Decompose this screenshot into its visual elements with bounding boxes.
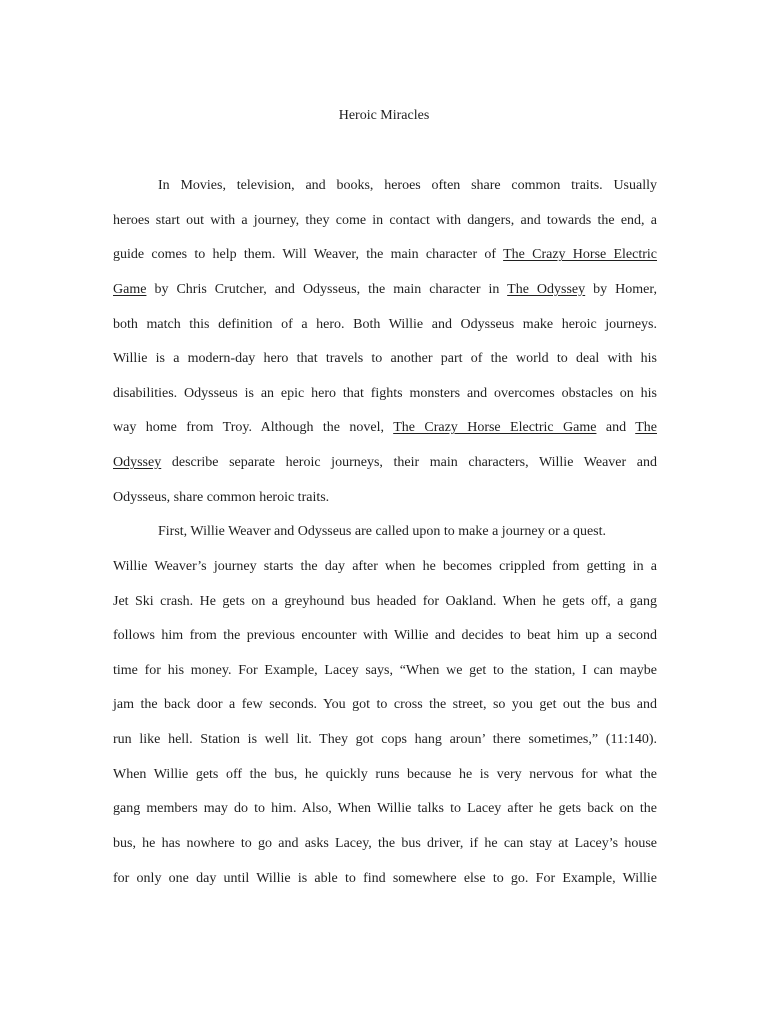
text-segment: and (596, 420, 636, 436)
paragraph-2-line-11: for only one day until Willie is able to find somewhere else to go. For Example, Willie (113, 870, 657, 886)
paragraph-2-line-1: First, Willie Weaver and Odysseus are called upon to make a journey or a quest. (158, 524, 606, 540)
paragraph-2-line-4: follows him from the previous encounter with Willie and decides to beat him up a second (113, 628, 657, 644)
paragraph-1-line-3 (113, 243, 657, 278)
book-title-crazy-horse-2: The Crazy Horse Electric Game (393, 420, 597, 436)
book-title-odyssey-2-cont: Odyssey (113, 455, 162, 470)
book-title-crazy-horse-cont: Game (113, 281, 147, 297)
paragraph-1-line-8 (113, 416, 657, 451)
paragraph-2-line-10: bus, he has nowhere to go and asks Lacey, the bus driver, if he can stay at Lacey’s house (113, 835, 657, 851)
text-segment: describe separate heroic journeys, their main characters, Willie Weaver and (161, 455, 657, 470)
book-title-crazy-horse: The Crazy Horse Electric (503, 247, 658, 263)
text-segment: by Homer, (585, 281, 657, 297)
paragraph-1-line-9 (113, 451, 657, 486)
paragraph-1-line-10: Odysseus, share common heroic traits. (113, 489, 330, 505)
paragraph-1-line-2: heroes start out with a journey, they come in contact with dangers, and towards the end, a (113, 212, 657, 228)
paragraph-2-line-2: Willie Weaver’s journey starts the day after when he becomes crippled from getting in a (113, 558, 657, 574)
document-title: Heroic Miracles (338, 108, 430, 123)
book-title-odyssey-2: The (635, 420, 657, 436)
text-segment: by Chris Crutcher, and Odysseus, the main character in (146, 281, 508, 297)
text-segment: way home from Troy. Although the novel, (113, 420, 394, 436)
paragraph-2-line-6: jam the back door a few seconds. You got to cross the street, so you get out the bus and (113, 697, 657, 713)
paragraph-1-line-5: both match this definition of a hero. Both Willie and Odysseus make heroic journeys. (113, 316, 657, 332)
paragraph-1-line-7: disabilities. Odysseus is an epic hero that fights monsters and overcomes obstacles on his (113, 385, 657, 401)
paragraph-1-line-1: In Movies, television, and books, heroes often share common traits. Usually (158, 178, 657, 193)
text-segment: guide comes to help them. Will Weaver, the main character of (113, 247, 504, 263)
document-body (113, 174, 657, 901)
paragraph-2-line-8: When Willie gets off the bus, he quickly runs because he is very nervous for what the (113, 766, 657, 782)
paragraph-2-line-9: gang members may do to him. Also, When Willie talks to Lacey after he gets back on the (113, 801, 657, 817)
paragraph-2-line-5: time for his money. For Example, Lacey says, “When we get to the station, I can maybe (113, 662, 657, 678)
paragraph-2-line-7: run like hell. Station is well lit. They got cops hang aroun’ there sometimes,” (11:140). (113, 732, 657, 747)
paragraph-1-line-6: Willie is a modern-day hero that travels to another part of the world to deal with his (113, 351, 657, 367)
book-title-odyssey: The Odyssey (507, 281, 586, 297)
paragraph-2-line-3: Jet Ski crash. He gets on a greyhound bus headed for Oakland. When he gets off, a gang (113, 593, 657, 609)
paragraph-1-line-4 (113, 278, 657, 313)
